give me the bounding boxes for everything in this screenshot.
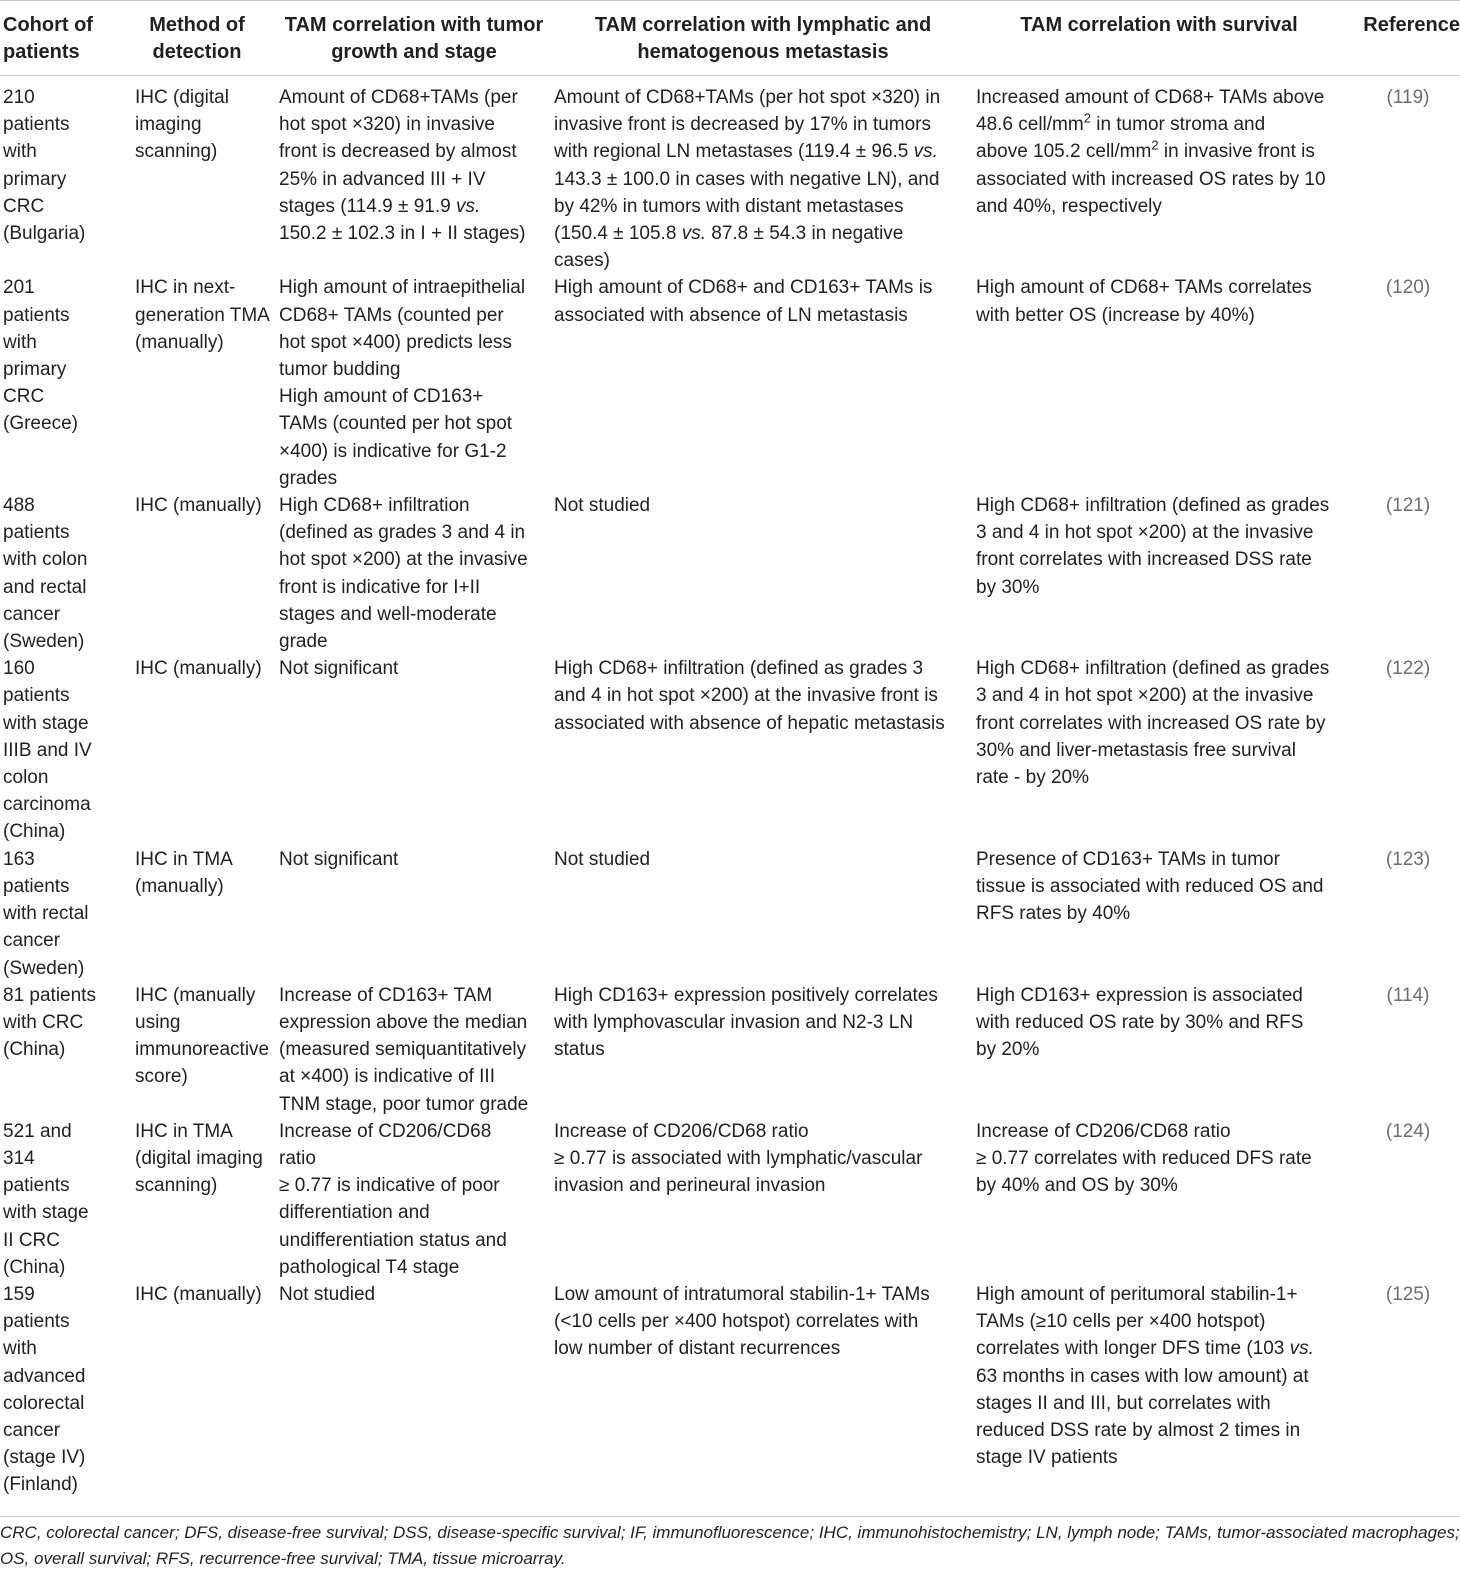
text-line: with CRC <box>3 1011 84 1033</box>
text-line: ≥ 0.77 is indicative of poor <box>279 1175 500 1197</box>
text-line: with colon <box>3 549 88 571</box>
text-line: cancer <box>3 930 61 952</box>
cell-reference[interactable]: (125) <box>1385 1283 1431 1305</box>
text-line: stage IV patients <box>976 1447 1118 1469</box>
text-line: (measured semiquantitatively <box>279 1039 527 1061</box>
text-line: Not studied <box>554 495 651 517</box>
text-line: pathological T4 stage <box>279 1256 460 1278</box>
text-line: detection <box>152 41 242 63</box>
text-line: with <box>3 331 37 353</box>
text-line: 210 <box>3 87 35 108</box>
cell-metastasis <box>552 76 974 275</box>
cell-reference[interactable]: (120) <box>1385 277 1431 299</box>
text-line: stages II and III, but correlates with <box>976 1392 1271 1414</box>
text-line: Not studied <box>554 848 651 870</box>
text-line: associated with absence of LN metastasis <box>554 304 908 326</box>
text-line: 201 <box>3 277 35 299</box>
text-line: Not studied <box>279 1283 376 1305</box>
text-line: TAM correlation with survival <box>1020 14 1298 36</box>
text-line: with stage <box>3 1202 89 1224</box>
text-line: (Sweden) <box>3 957 85 979</box>
text-line: front is decreased by almost <box>279 141 517 163</box>
text-line: patients <box>3 1175 70 1197</box>
cell-cohort <box>0 1118 118 1281</box>
text-line: Increase of CD206/CD68 ratio <box>976 1120 1231 1142</box>
text-line: cases) <box>554 250 610 272</box>
text-line: front correlates with increased OS rate by <box>976 712 1326 734</box>
cell-survival <box>974 982 1344 1118</box>
text-line: 163 <box>3 848 35 870</box>
table-row <box>0 1118 1460 1281</box>
cell-survival <box>974 76 1344 275</box>
text-line: (Greece) <box>3 413 78 435</box>
text-line: High amount of peritumoral stabilin-1+ <box>976 1283 1298 1305</box>
header-survival <box>974 1 1344 76</box>
text-line: (manually) <box>135 331 224 353</box>
cell-method <box>118 655 276 845</box>
text-line: 521 and <box>3 1120 72 1142</box>
text-line: IHC in next- <box>135 277 236 299</box>
text-line: patients <box>3 304 70 326</box>
text-line: patients <box>3 114 70 136</box>
text-line: hot spot ×320) in invasive <box>279 114 495 136</box>
text-line: CRC <box>3 195 45 217</box>
text-line: IHC (manually) <box>135 658 262 680</box>
cell-reference[interactable]: (121) <box>1385 495 1431 517</box>
text-line: expression above the median <box>279 1011 528 1033</box>
text-line: IHC in TMA <box>135 1120 233 1142</box>
cell-cohort <box>0 492 118 655</box>
text-line: and 4 in hot spot ×200) at the invasive front is <box>554 685 938 707</box>
text-line: 30% and liver-metastasis free survival <box>976 739 1296 761</box>
text-line: at ×400) is indicative of III <box>279 1066 495 1088</box>
text-line: 143.3 ± 100.0 in cases with negative LN), and <box>554 168 940 190</box>
cell-survival <box>974 1118 1344 1281</box>
text-line: 150.2 ± 102.3 in I + II stages) <box>279 223 526 245</box>
text-line: cancer <box>3 1419 61 1441</box>
cell-growth <box>276 274 552 492</box>
cell-survival <box>974 655 1344 845</box>
text-line: 3 and 4 in hot spot ×200) at the invasive <box>976 685 1314 707</box>
text-line: with better OS (increase by 40%) <box>976 304 1255 326</box>
text-line: Presence of CD163+ TAMs in tumor <box>976 848 1280 870</box>
text-line: High amount of CD68+ and CD163+ TAMs is <box>554 277 933 299</box>
cell-reference[interactable]: (119) <box>1386 87 1430 108</box>
text-line: Amount of CD68+TAMs (per <box>279 87 518 108</box>
text-line: High amount of intraepithelial <box>279 277 526 299</box>
text-line: by 20% <box>976 1039 1040 1061</box>
text-line: 25% in advanced III + IV <box>279 168 486 190</box>
text-line: High CD163+ expression positively correlates <box>554 984 938 1006</box>
text-line: (Bulgaria) <box>3 223 86 245</box>
cell-growth <box>276 492 552 655</box>
text-line: ≥ 0.77 correlates with reduced DFS rate <box>976 1147 1312 1169</box>
text-line: patients <box>3 875 70 897</box>
text-line: advanced <box>3 1365 86 1387</box>
cell-survival <box>974 274 1344 492</box>
text-line: tissue is associated with reduced OS and <box>976 875 1324 897</box>
text-line: front correlates with increased DSS rate <box>976 549 1312 571</box>
text-line: and rectal <box>3 576 87 598</box>
text-line: with <box>3 1338 37 1360</box>
text-line: low number of distant recurrences <box>554 1338 841 1360</box>
text-line: generation TMA <box>135 304 270 326</box>
cell-cohort <box>0 76 118 275</box>
text-line: grade <box>279 631 328 653</box>
text-line: CD68+ TAMs (counted per <box>279 304 504 326</box>
cell-reference[interactable]: (124) <box>1385 1120 1431 1142</box>
text-line: imaging <box>135 114 202 136</box>
table-row <box>0 76 1460 275</box>
cell-survival <box>974 492 1344 655</box>
text-line: TAM correlation with tumor <box>284 14 544 36</box>
cell-survival <box>974 846 1344 982</box>
text-line: Amount of CD68+TAMs (per hot spot ×320) in <box>554 87 941 108</box>
text-line: 160 <box>3 658 35 680</box>
text-line: hot spot ×400) predicts less <box>279 331 512 353</box>
cell-growth <box>276 1118 552 1281</box>
text-line: using <box>135 1011 181 1033</box>
text-line: (manually) <box>135 875 224 897</box>
text-line: 81 patients <box>3 984 96 1006</box>
text-line: CRC <box>3 386 45 408</box>
text-line: IIIB and IV <box>3 739 92 761</box>
table-row <box>0 274 1460 492</box>
text-line: TAMs (≥10 cells per ×400 hotspot) <box>976 1311 1266 1333</box>
text-line: (China) <box>3 1256 66 1278</box>
cell-metastasis <box>552 1281 974 1499</box>
text-line: with reduced OS rate by 30% and RFS <box>976 1011 1304 1033</box>
text-line: by 42% in tumors with distant metastases <box>554 195 904 217</box>
text-line: (150.4 ± 105.8 vs. 87.8 ± 54.3 in negative <box>554 223 904 245</box>
text-line: (<10 cells per ×400 hotspot) correlates with <box>554 1311 919 1333</box>
text-line: High amount of CD68+ TAMs correlates <box>976 277 1312 299</box>
text-line: Increased amount of CD68+ TAMs above <box>976 87 1325 108</box>
text-line: High CD68+ infiltration <box>279 495 470 517</box>
header-cohort <box>0 1 118 76</box>
text-line: tumor budding <box>279 359 401 381</box>
text-line: reduced DSS rate by almost 2 times in <box>976 1419 1301 1441</box>
text-line: grades <box>279 467 338 489</box>
text-line: patients <box>3 41 80 63</box>
text-line: rate - by 20% <box>976 767 1089 789</box>
text-line: IHC (manually) <box>135 1283 262 1305</box>
text-line: colon <box>3 767 49 789</box>
text-line: (Sweden) <box>3 631 85 653</box>
cell-method <box>118 982 276 1118</box>
cell-reference[interactable]: (123) <box>1385 848 1431 870</box>
cell-cohort <box>0 274 118 492</box>
table-header-row <box>0 1 1460 76</box>
text-line: primary <box>3 168 67 190</box>
text-line: ×400) is indicative for G1-2 <box>279 440 507 462</box>
cell-metastasis <box>552 655 974 845</box>
text-line: TAMs (counted per hot spot <box>279 413 513 435</box>
cell-method <box>118 1281 276 1499</box>
text-line: IHC (digital <box>135 87 229 108</box>
text-line: (Finland) <box>3 1474 78 1496</box>
text-line: High CD68+ infiltration (defined as grades 3 <box>554 658 924 680</box>
text-line: with rectal <box>3 903 89 925</box>
text-line: 3 and 4 in hot spot ×200) at the invasive <box>976 522 1314 544</box>
cell-cohort <box>0 1281 118 1499</box>
text-line: 48.6 cell/$mm^2$ in tumor stroma and <box>976 110 1266 136</box>
text-line: ≥ 0.77 is associated with lymphatic/vascular <box>554 1147 923 1169</box>
text-line: with regional LN metastases (119.4 ± 96.5 vs. <box>554 141 938 163</box>
text-line: invasion and perineural invasion <box>554 1175 826 1197</box>
cell-growth <box>276 1281 552 1499</box>
text-line: patients <box>3 685 70 707</box>
cell-metastasis <box>552 274 974 492</box>
text-line: patients <box>3 522 70 544</box>
table-row <box>0 982 1460 1118</box>
text-line: Increase of CD163+ TAM <box>279 984 493 1006</box>
text-line: patients <box>3 1311 70 1333</box>
text-line: (defined as grades 3 and 4 in <box>279 522 526 544</box>
text-line: TNM stage, poor tumor grade <box>279 1093 529 1115</box>
cell-growth <box>276 655 552 845</box>
header-metastasis <box>552 1 974 76</box>
header-growth <box>276 1 552 76</box>
text-line: colorectal <box>3 1392 85 1414</box>
cell-growth <box>276 846 552 982</box>
header-method <box>118 1 276 76</box>
text-line: and 40%, respectively <box>976 195 1162 217</box>
text-line: correlates with longer DFS time (103 vs. <box>976 1338 1314 1360</box>
cell-method <box>118 274 276 492</box>
text-line: IHC in TMA <box>135 848 233 870</box>
text-line: with stage <box>3 712 89 734</box>
text-line: Low amount of intratumoral stabilin-1+ TAMs <box>554 1283 930 1305</box>
cell-growth <box>276 76 552 275</box>
text-line: hot spot ×200) at the invasive <box>279 549 528 571</box>
text-line: above 105.2 cell/$mm^2$ in invasive front is <box>976 138 1315 163</box>
cell-method <box>118 76 276 275</box>
table-row <box>0 1281 1460 1499</box>
cell-metastasis <box>552 846 974 982</box>
cell-growth <box>276 982 552 1118</box>
text-line: undifferentiation status and <box>279 1229 507 1251</box>
text-line: by 40% and OS by 30% <box>976 1175 1178 1197</box>
text-line: primary <box>3 359 67 381</box>
cell-metastasis <box>552 492 974 655</box>
text-line: associated with increased OS rates by 10 <box>976 168 1326 190</box>
text-line: with <box>3 141 37 163</box>
text-line: IHC (manually <box>135 984 256 1006</box>
text-line: TAM correlation with lymphatic and <box>594 14 932 36</box>
text-line: stages (114.9 ± 91.9 vs. <box>279 195 481 217</box>
text-line: carcinoma <box>3 794 91 816</box>
text-line: Method of <box>149 14 245 36</box>
text-line: Increase of CD206/CD68 ratio <box>554 1120 809 1142</box>
text-line: Reference <box>1363 14 1460 36</box>
text-line: Cohort of <box>3 14 93 36</box>
text-line: scanning) <box>135 1175 218 1197</box>
text-line: (China) <box>3 821 66 843</box>
text-line: scanning) <box>135 141 218 163</box>
text-line: by 30% <box>976 576 1040 598</box>
cell-metastasis <box>552 1118 974 1281</box>
table-row <box>0 655 1460 845</box>
cell-cohort <box>0 846 118 982</box>
text-line: RFS rates by 40% <box>976 903 1131 925</box>
text-line: score) <box>135 1066 188 1088</box>
header-reference <box>1344 1 1460 76</box>
cell-method <box>118 492 276 655</box>
text-line: IHC (manually) <box>135 495 262 517</box>
text-line: High CD163+ expression is associated <box>976 984 1303 1006</box>
text-line: ratio <box>279 1147 316 1169</box>
text-line: 488 <box>3 495 35 517</box>
text-line: hematogenous metastasis <box>637 41 889 63</box>
table-row <box>0 492 1460 655</box>
text-line: (digital imaging <box>135 1147 263 1169</box>
text-line: 314 <box>3 1147 35 1169</box>
text-line: status <box>554 1039 605 1061</box>
table-row <box>0 846 1460 982</box>
text-line: 159 <box>3 1283 35 1305</box>
text-line: 63 months in cases with low amount) at <box>976 1365 1309 1387</box>
text-line: associated with absence of hepatic metastasis <box>554 712 945 734</box>
text-line: High amount of CD163+ <box>279 386 484 408</box>
text-line: Not significant <box>279 658 399 680</box>
cell-survival <box>974 1281 1344 1499</box>
table-footnote: CRC, colorectal cancer; DFS, disease-free survival; DSS, disease-specific survival; IF, immunofluorescence; IHC, immunohistochemistry; LN, lymph node; TAMs, tumor-associated macrophages; OS, overall survival; RFS, recurrence-free survival; TMA, tissue microarray. <box>0 1523 1460 1568</box>
text-line: stages and well-moderate <box>279 603 497 625</box>
text-line: front is indicative for I+II <box>279 576 481 598</box>
text-line: with lymphovascular invasion and N2-3 LN <box>554 1011 914 1033</box>
text-line: cancer <box>3 603 61 625</box>
cell-method <box>118 1118 276 1281</box>
cell-cohort <box>0 655 118 845</box>
text-line: invasive front is decreased by 17% in tumors <box>554 114 932 136</box>
cell-method <box>118 846 276 982</box>
text-line: II CRC <box>3 1229 60 1251</box>
text-line: differentiation and <box>279 1202 430 1224</box>
text-line: High CD68+ infiltration (defined as grades <box>976 495 1330 517</box>
cell-metastasis <box>552 982 974 1118</box>
cell-reference[interactable]: (122) <box>1385 658 1431 680</box>
cell-cohort <box>0 982 118 1118</box>
text-line: Increase of CD206/CD68 <box>279 1120 492 1142</box>
table-body <box>0 76 1460 1499</box>
text-line: immunoreactive <box>135 1039 270 1061</box>
footnote-divider <box>0 1516 1460 1517</box>
text-line: High CD68+ infiltration (defined as grades <box>976 658 1330 680</box>
cell-reference[interactable]: (114) <box>1386 984 1430 1006</box>
text-line: growth and stage <box>331 41 497 63</box>
text-line: (China) <box>3 1039 66 1061</box>
text-line: Not significant <box>279 848 399 870</box>
text-line: (stage IV) <box>3 1447 86 1469</box>
